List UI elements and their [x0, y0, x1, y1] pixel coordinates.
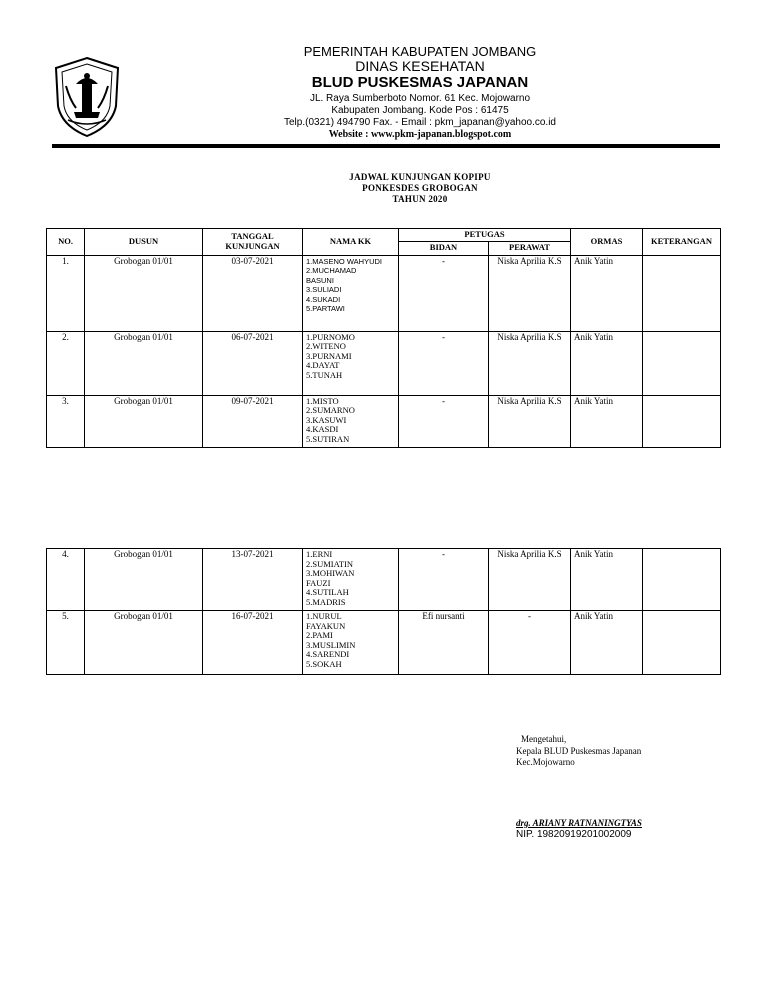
nama-kk-entry: 2.SUMARNO [306, 405, 355, 415]
nama-kk-entry: 3.MOHIWAN [306, 568, 355, 578]
header-dusun: DUSUN [85, 229, 203, 256]
cell-no: 4. [47, 549, 85, 611]
header-bidan: BIDAN [399, 241, 489, 255]
cell-keterangan [643, 331, 721, 395]
nama-kk-entry: 2.SUMIATIN [306, 558, 353, 569]
cell-ormas: Anik Yatin [571, 395, 643, 447]
cell-nama-kk [303, 549, 399, 611]
cell-no: 2. [47, 331, 85, 395]
nama-kk-entry: 4.SARENDI [306, 649, 350, 659]
nama-kk-entry: 5.TUNAH [306, 369, 343, 380]
cell-tanggal: 16-07-2021 [203, 611, 303, 675]
nama-kk-entry: 3.PURNAMI [306, 350, 352, 361]
cell-bidan: - [399, 255, 489, 331]
nama-kk-entry: 4.KASDI [306, 424, 339, 434]
signature-district: Kec.Mojowarno [516, 757, 575, 767]
signature-acknowledged: Mengetahui, [521, 734, 567, 744]
cell-perawat: Niska Aprilia K.S [489, 255, 571, 331]
nama-kk-entry: 5.SUTIRAN [306, 433, 350, 444]
schedule-table-part-1 [46, 228, 721, 448]
nama-kk-entry: 3.KASUWI [306, 414, 347, 425]
letterhead-divider [52, 144, 720, 148]
letterhead-institution: BLUD PUSKESMAS JAPANAN [311, 74, 529, 91]
cell-ormas: Anik Yatin [571, 331, 643, 395]
nama-kk-entry: 1.PURNOMO [306, 331, 355, 342]
header-petugas: PETUGAS [399, 229, 571, 242]
cell-keterangan [643, 611, 721, 675]
cell-no: 5. [47, 611, 85, 675]
cell-no: 1. [47, 255, 85, 331]
letterhead-address: JL. Raya Sumberboto Nomor. 61 Kec. Mojowarno [309, 93, 531, 104]
schedule-table-part-2 [46, 548, 721, 675]
cell-perawat: Niska Aprilia K.S [489, 549, 571, 611]
header-nama-kk: NAMA KK [303, 229, 399, 256]
cell-dusun: Grobogan 01/01 [85, 395, 203, 447]
table-row [47, 549, 721, 611]
cell-tanggal: 13-07-2021 [203, 549, 303, 611]
table-row [47, 611, 721, 675]
cell-perawat: Niska Aprilia K.S [489, 395, 571, 447]
nama-kk-entry: 1.MASENO WAHYUDI [306, 256, 382, 266]
nama-kk-entry: FAUZI [306, 577, 331, 588]
nama-kk-entry: 4.DAYAT [306, 360, 340, 370]
cell-ormas: Anik Yatin [571, 549, 643, 611]
nama-kk-entry: 1.MISTO [306, 395, 339, 406]
cell-bidan: Efi nursanti [399, 611, 489, 675]
cell-dusun: Grobogan 01/01 [85, 549, 203, 611]
nama-kk-entry: 5.SOKAH [306, 658, 342, 669]
header-ormas: ORMAS [571, 229, 643, 256]
nama-kk-entry: 1.ERNI [306, 549, 333, 559]
signature-name: drg. ARIANY RATNANINGTYAS [516, 818, 642, 828]
cell-nama-kk [303, 331, 399, 395]
cell-nama-kk [303, 395, 399, 447]
table-row [47, 255, 721, 331]
nama-kk-entry: BASUNI [306, 275, 334, 285]
letterhead-department: DINAS KESEHATAN [355, 58, 485, 74]
nama-kk-entry: 2.PAMI [306, 630, 333, 640]
header-perawat: PERAWAT [489, 241, 571, 255]
nama-kk-entry: 5.MADRIS [306, 596, 346, 607]
cell-bidan: - [399, 331, 489, 395]
letterhead-postal: Kabupaten Jombang. Kode Pos : 61475 [331, 105, 509, 116]
cell-tanggal: 06-07-2021 [203, 331, 303, 395]
cell-keterangan [643, 395, 721, 447]
header-tanggal: TANGGAL KUNJUNGAN [203, 229, 303, 256]
letterhead-government: PEMERINTAH KABUPATEN JOMBANG [303, 44, 537, 59]
signature-position: Kepala BLUD Puskesmas Japanan [516, 746, 642, 756]
nama-kk-entry: FAYAKUN [306, 620, 346, 631]
cell-dusun: Grobogan 01/01 [85, 255, 203, 331]
nama-kk-entry: 5.PARTAWI [306, 304, 345, 313]
nama-kk-entry: 2.WITENO [306, 341, 346, 351]
nama-kk-entry: 1.NURUL [306, 611, 342, 621]
cell-ormas: Anik Yatin [571, 255, 643, 331]
cell-nama-kk [303, 255, 399, 331]
document-title: JADWAL KUNJUNGAN KOPIPU [349, 172, 491, 182]
cell-keterangan [643, 549, 721, 611]
document-subtitle: PONKESDES GROBOGAN [362, 183, 478, 193]
document-year: TAHUN 2020 [392, 194, 448, 204]
cell-bidan: - [399, 395, 489, 447]
cell-perawat: - [489, 611, 571, 675]
letterhead-contact: Telp.(0321) 494790 Fax. - Email : pkm_japanan@yahoo.co.id [284, 117, 556, 128]
nama-kk-entry: 2.MUCHAMAD [306, 266, 357, 275]
letterhead-website: Website : www.pkm-japanan.blogspot.com [328, 129, 512, 140]
cell-nama-kk [303, 611, 399, 675]
nama-kk-entry: 3.SULIADI [306, 285, 342, 294]
table-row [47, 395, 721, 447]
nama-kk-entry: 3.MUSLIMIN [306, 639, 356, 650]
cell-tanggal: 09-07-2021 [203, 395, 303, 447]
cell-ormas: Anik Yatin [571, 611, 643, 675]
cell-bidan: - [399, 549, 489, 611]
kabupaten-emblem-logo [52, 56, 122, 138]
table-row [47, 331, 721, 395]
cell-dusun: Grobogan 01/01 [85, 331, 203, 395]
cell-no: 3. [47, 395, 85, 447]
header-no: NO. [47, 229, 85, 256]
nama-kk-entry: 4.SUTILAH [306, 587, 349, 597]
cell-tanggal: 03-07-2021 [203, 255, 303, 331]
cell-keterangan [643, 255, 721, 331]
signature-nip: NIP. 19820919201002009 [516, 829, 632, 840]
cell-dusun: Grobogan 01/01 [85, 611, 203, 675]
header-keterangan: KETERANGAN [643, 229, 721, 256]
nama-kk-entry: 4.SUKADI [306, 294, 341, 304]
cell-perawat: Niska Aprilia K.S [489, 331, 571, 395]
